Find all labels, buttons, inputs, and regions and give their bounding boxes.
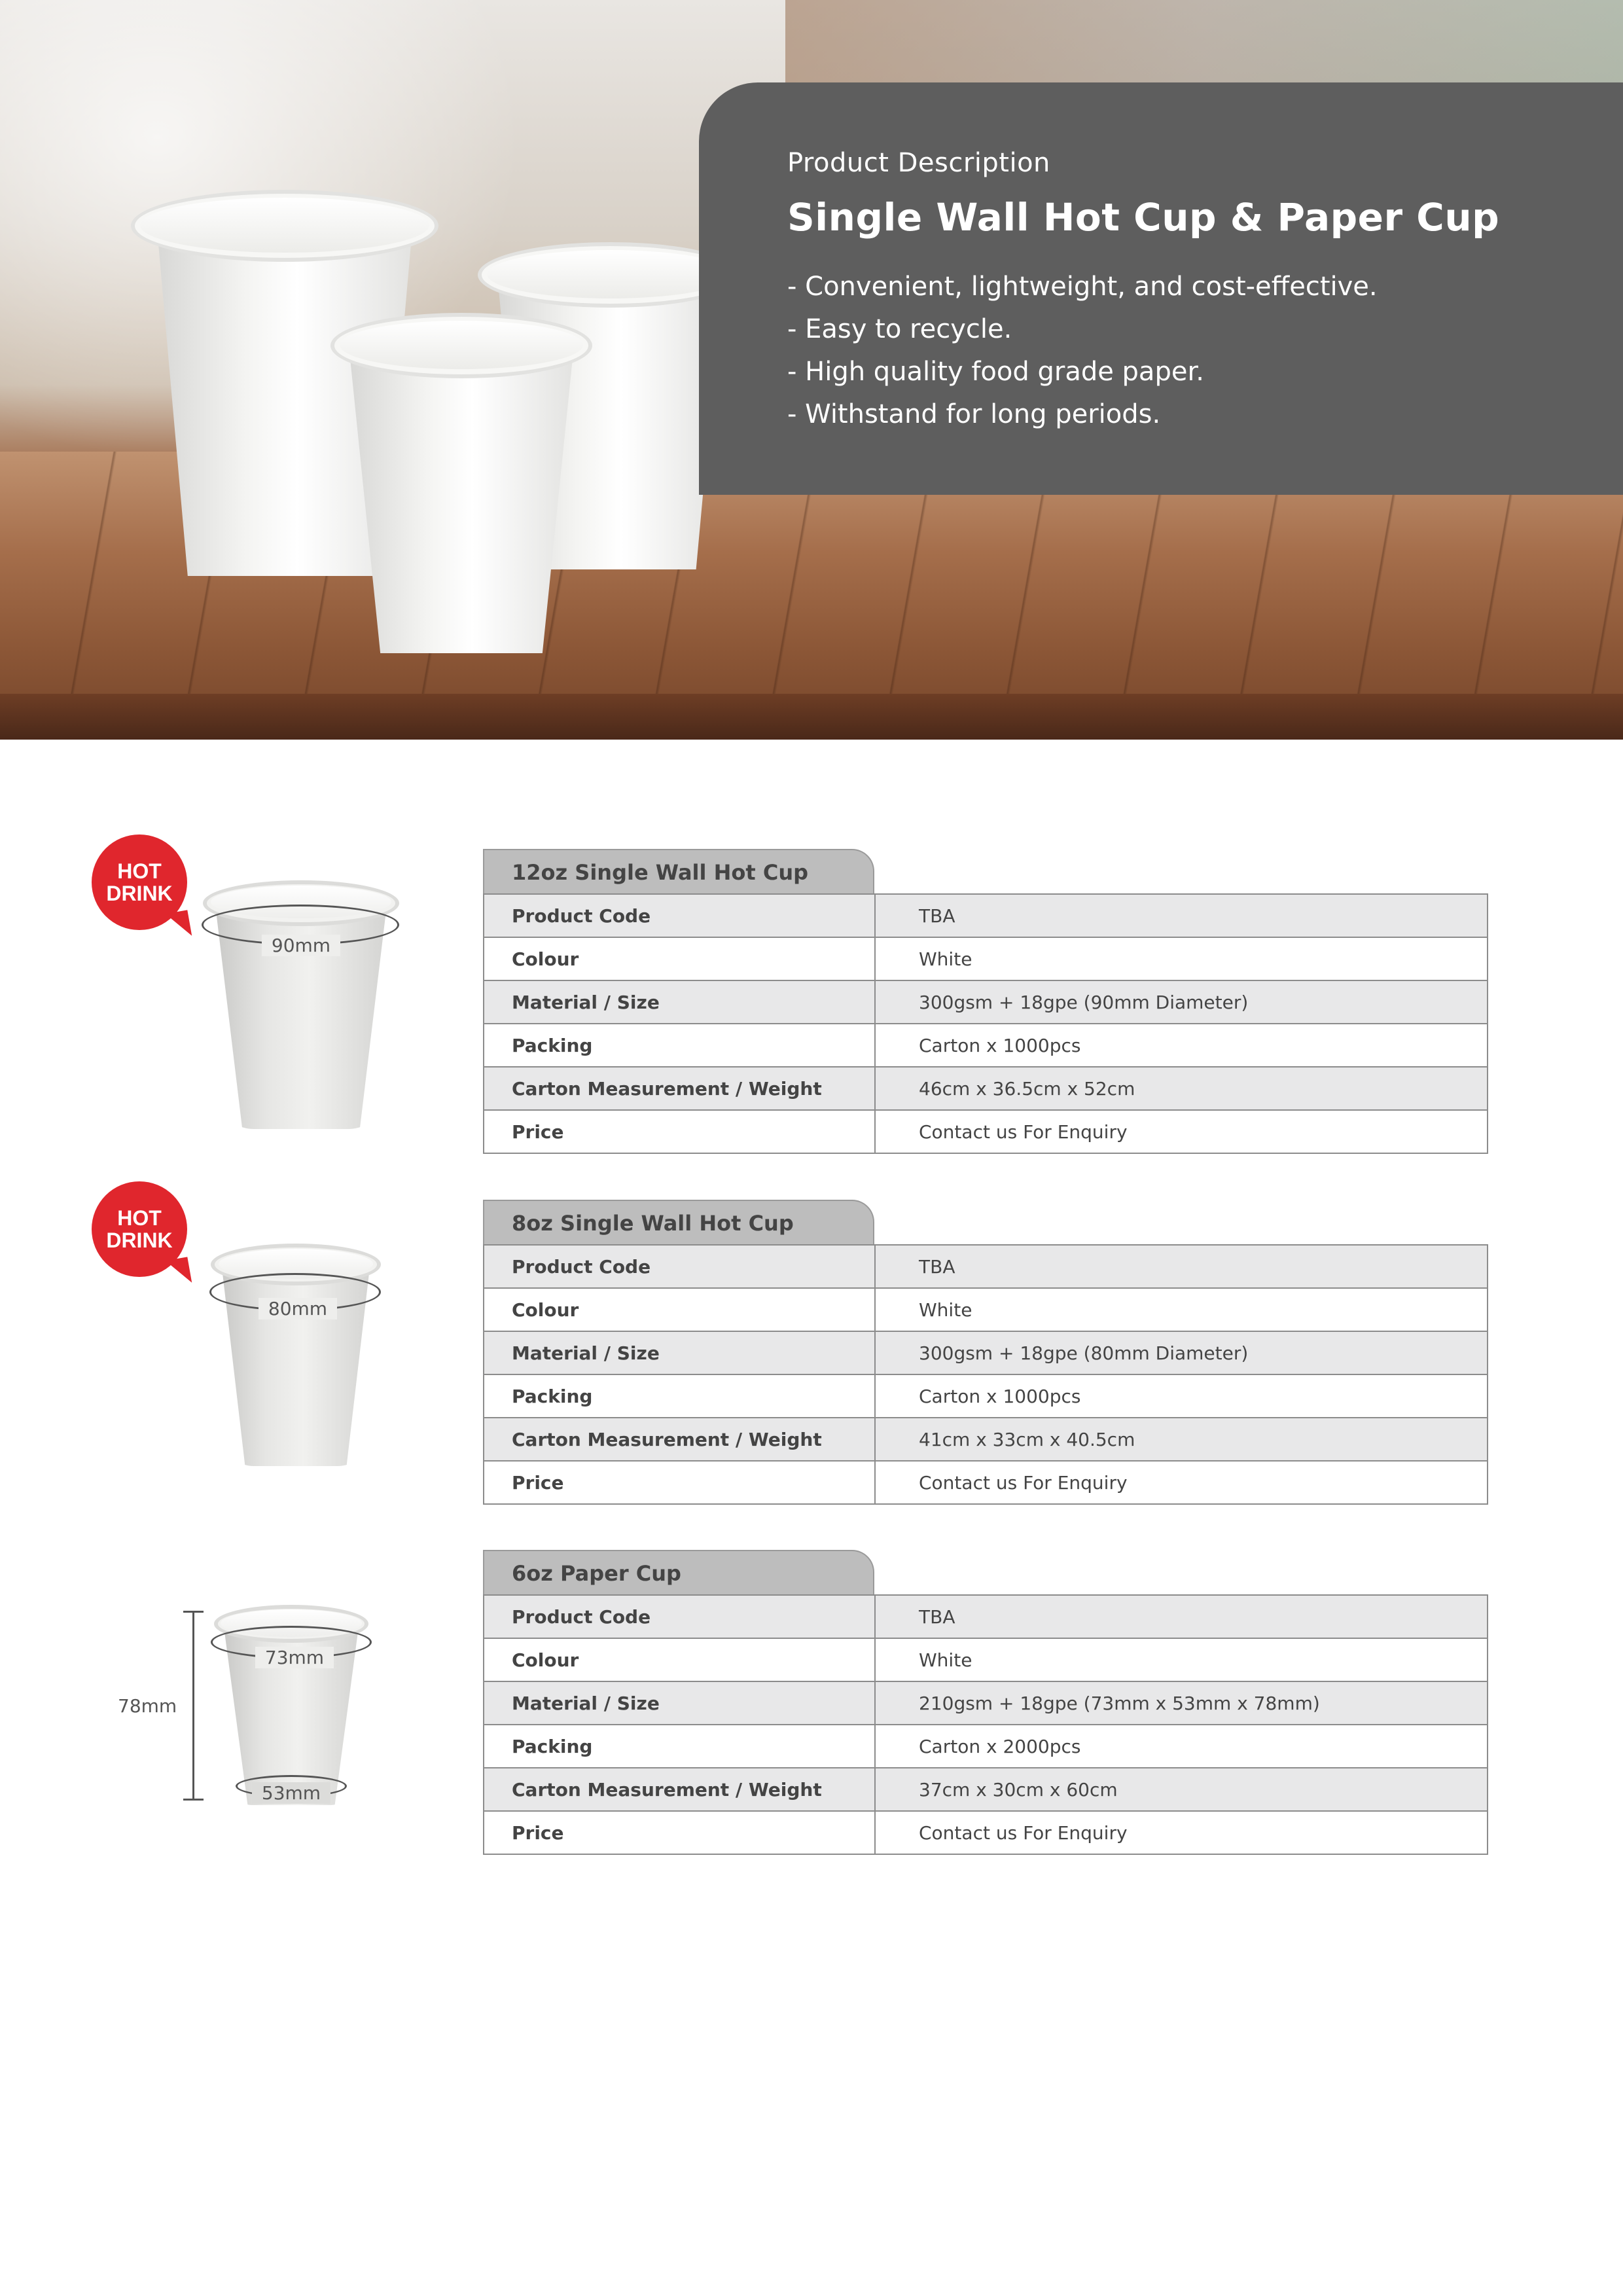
spec-tab-12oz: [483, 849, 874, 893]
spec-title: 6oz Paper Cup: [512, 1561, 681, 1586]
row-value: Carton x 2000pcs: [875, 1725, 1488, 1768]
badge-tail: [166, 1257, 192, 1286]
spec-title: 8oz Single Wall Hot Cup: [512, 1211, 794, 1236]
row-value: Contact us For Enquiry: [875, 1811, 1488, 1854]
table-row: [484, 980, 1488, 1024]
row-label: Carton Measurement / Weight: [484, 1768, 875, 1811]
row-label: Packing: [484, 1374, 875, 1418]
feature-item: - High quality food grade paper.: [787, 357, 1204, 387]
row-value: Carton x 1000pcs: [875, 1374, 1488, 1418]
table-row: [484, 1067, 1488, 1110]
row-value: TBA: [875, 1245, 1488, 1288]
hero-cup-small: [330, 313, 592, 660]
product-description-panel: [699, 82, 1623, 495]
row-label: Colour: [484, 937, 875, 980]
row-label: Packing: [484, 1725, 875, 1768]
row-label: Product Code: [484, 894, 875, 937]
table-row: [484, 1418, 1488, 1461]
table-row: [484, 1768, 1488, 1811]
row-label: Material / Size: [484, 1681, 875, 1725]
row-value: TBA: [875, 1595, 1488, 1638]
diameter-label-12oz: 90mm: [262, 935, 340, 956]
badge-line-2: DRINK: [106, 882, 173, 905]
height-tick-bottom: [183, 1799, 204, 1801]
row-label: Price: [484, 1461, 875, 1504]
badge-line-1: HOT: [117, 859, 162, 883]
spec-tab-6oz: [483, 1550, 874, 1594]
row-value: White: [875, 937, 1488, 980]
badge-tail: [166, 910, 192, 939]
row-label: Colour: [484, 1288, 875, 1331]
table-row: [484, 1288, 1488, 1331]
table-row: [484, 1595, 1488, 1638]
hero-banner: [0, 0, 1623, 740]
row-label: Product Code: [484, 1595, 875, 1638]
table-row: [484, 1461, 1488, 1504]
hot-drink-badge: [92, 1181, 187, 1277]
height-tick-top: [183, 1611, 204, 1613]
row-value: 41cm x 33cm x 40.5cm: [875, 1418, 1488, 1461]
row-label: Price: [484, 1110, 875, 1153]
row-label: Carton Measurement / Weight: [484, 1067, 875, 1110]
spec-tab-8oz: [483, 1200, 874, 1244]
table-row: [484, 1024, 1488, 1067]
row-value: White: [875, 1638, 1488, 1681]
top-label-6oz: 73mm: [255, 1647, 334, 1668]
table-row: [484, 1110, 1488, 1153]
row-value: 37cm x 30cm x 60cm: [875, 1768, 1488, 1811]
feature-item: - Convenient, lightweight, and cost-effective.: [787, 272, 1378, 302]
diameter-label-8oz: 80mm: [259, 1298, 337, 1319]
spec-title: 12oz Single Wall Hot Cup: [512, 860, 808, 885]
row-label: Colour: [484, 1638, 875, 1681]
table-row: [484, 1681, 1488, 1725]
panel-eyebrow: Product Description: [787, 148, 1050, 178]
row-value: 300gsm + 18gpe (80mm Diameter): [875, 1331, 1488, 1374]
table-row: [484, 1638, 1488, 1681]
row-value: Contact us For Enquiry: [875, 1461, 1488, 1504]
row-label: Material / Size: [484, 980, 875, 1024]
row-value: White: [875, 1288, 1488, 1331]
row-value: 210gsm + 18gpe (73mm x 53mm x 78mm): [875, 1681, 1488, 1725]
feature-item: - Withstand for long periods.: [787, 399, 1161, 429]
table-row: [484, 937, 1488, 980]
row-label: Material / Size: [484, 1331, 875, 1374]
row-value: TBA: [875, 894, 1488, 937]
feature-item: - Easy to recycle.: [787, 314, 1012, 344]
hot-drink-badge: [92, 834, 187, 930]
spec-rows: [483, 1594, 1488, 1855]
table-row: [484, 1245, 1488, 1288]
row-value: Carton x 1000pcs: [875, 1024, 1488, 1067]
badge-line-2: DRINK: [106, 1229, 173, 1252]
table-row: [484, 894, 1488, 937]
height-dimension-line: [192, 1611, 194, 1800]
feature-list: [787, 266, 1378, 436]
table-row: [484, 1374, 1488, 1418]
spec-rows: [483, 893, 1488, 1154]
spec-rows: [483, 1244, 1488, 1505]
table-row: [484, 1811, 1488, 1854]
bottom-label-6oz: 53mm: [252, 1782, 330, 1804]
row-label: Packing: [484, 1024, 875, 1067]
wooden-table-edge: [0, 694, 1623, 740]
row-value: 46cm x 36.5cm x 52cm: [875, 1067, 1488, 1110]
badge-line-1: HOT: [117, 1206, 162, 1230]
row-value: 300gsm + 18gpe (90mm Diameter): [875, 980, 1488, 1024]
row-label: Price: [484, 1811, 875, 1854]
row-label: Carton Measurement / Weight: [484, 1418, 875, 1461]
row-label: Product Code: [484, 1245, 875, 1288]
table-row: [484, 1331, 1488, 1374]
height-label-6oz: 78mm: [118, 1695, 177, 1717]
table-row: [484, 1725, 1488, 1768]
panel-title: Single Wall Hot Cup & Paper Cup: [787, 195, 1500, 240]
row-value: Contact us For Enquiry: [875, 1110, 1488, 1153]
